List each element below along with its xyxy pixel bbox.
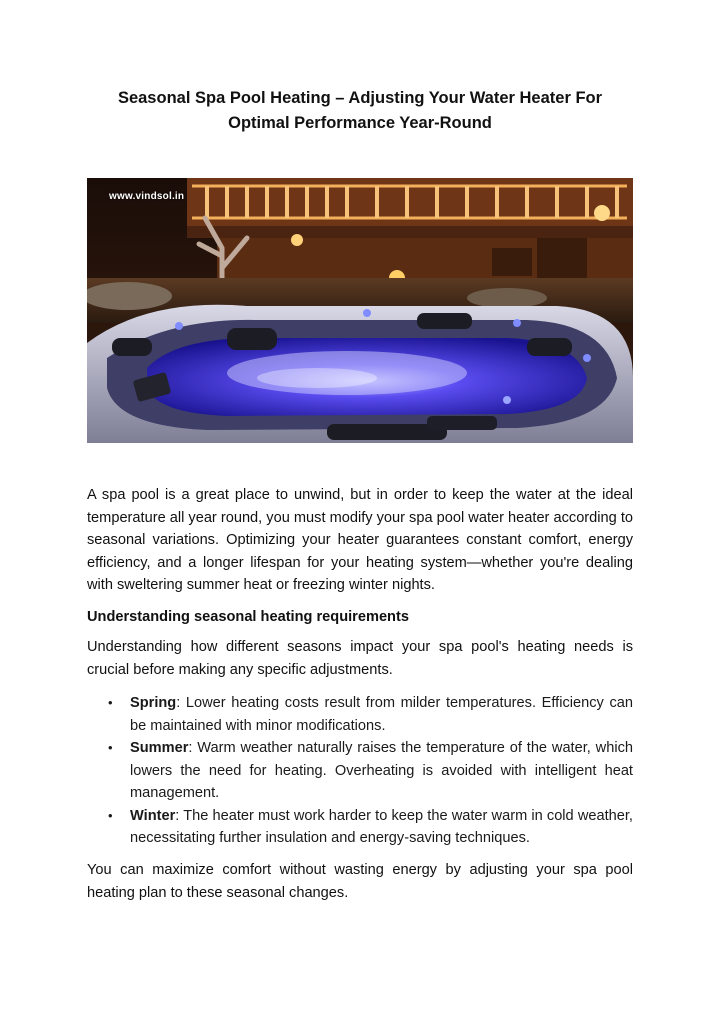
season-text: : The heater must work harder to keep the water warm in cold weather, necessitating further insulation and energy-saving techniques. bbox=[130, 807, 633, 846]
closing-paragraph: You can maximize comfort without wasting energy by adjusting your spa pool heating plan to these seasonal changes. bbox=[87, 862, 633, 901]
hot-tub-photo-icon bbox=[87, 178, 633, 443]
list-item-summer bbox=[87, 737, 633, 805]
list-item-spring bbox=[87, 692, 633, 737]
season-name: Spring bbox=[130, 695, 177, 711]
section-heading: Understanding seasonal heating requirements bbox=[87, 609, 409, 625]
season-text: : Warm weather naturally raises the temperature of the water, which lowers the need for heating. Overheating is avoided with intelligent heat management. bbox=[130, 740, 633, 801]
season-name: Winter bbox=[130, 807, 176, 824]
section-intro-paragraph: Understanding how different seasons impact your spa pool's heating needs is crucial before making any specific adjustments. bbox=[87, 639, 633, 678]
season-name: Summer bbox=[130, 740, 189, 756]
bullet-icon: • bbox=[108, 695, 113, 710]
bullet-icon: • bbox=[108, 807, 113, 823]
document-title: Seasonal Spa Pool Heating – Adjusting Your Water Heater For Optimal Performance Year-Round bbox=[117, 89, 603, 132]
hero-image bbox=[87, 178, 633, 443]
season-text: : Lower heating costs result from milder temperatures. Efficiency can be maintained with minor modifications. bbox=[130, 695, 633, 734]
list-item-winter bbox=[87, 805, 633, 850]
seasons-list bbox=[87, 692, 633, 850]
bullet-icon: • bbox=[108, 740, 113, 755]
hero-watermark: www.vindsol.in bbox=[109, 191, 185, 202]
intro-paragraph: A spa pool is a great place to unwind, but in order to keep the water at the ideal temperature all year round, you must modify your spa pool water heater according to seasonal variations. Optimizing your heater guarantees constant comfort, energy efficiency, and a longer lifespan for your heating system—whether you're dealing with sweltering summer heat or freezing winter nights. bbox=[87, 487, 633, 593]
